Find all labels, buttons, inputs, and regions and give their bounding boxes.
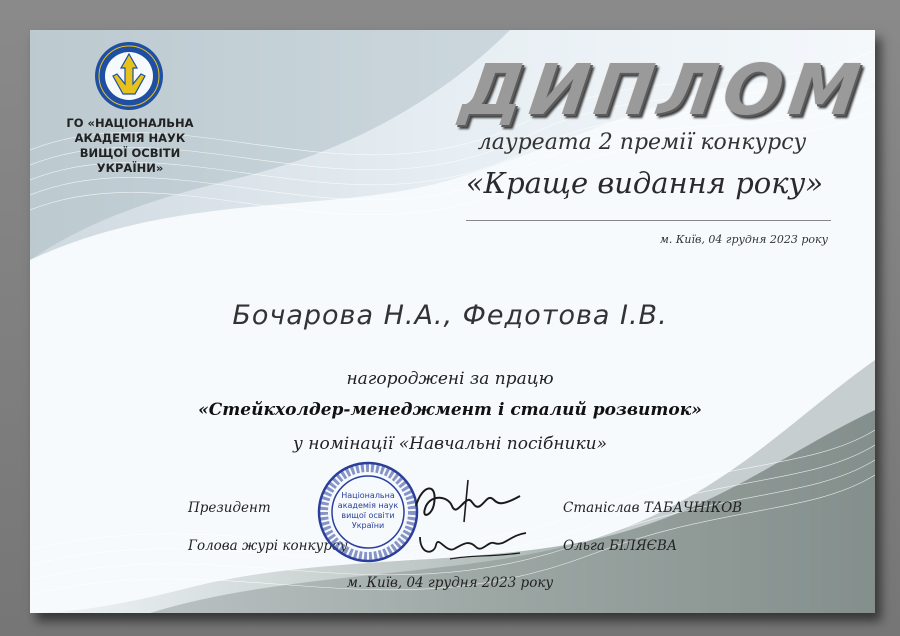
academy-emblem bbox=[93, 40, 165, 112]
official-stamp bbox=[316, 460, 420, 564]
svg-text:Національна: Національна bbox=[341, 491, 395, 500]
date-top: м. Київ, 04 грудня 2023 року bbox=[659, 233, 828, 246]
organization-name: ГО «НАЦІОНАЛЬНА АКАДЕМІЯ НАУК ВИЩОЇ ОСВІТИ УКРАЇНИ» bbox=[66, 116, 194, 175]
jury-signature bbox=[410, 525, 530, 565]
svg-text:вищої освіти: вищої освіти bbox=[341, 511, 395, 520]
laureate-line: лауреата 2 премії конкурсу bbox=[477, 130, 807, 155]
date-bottom: м. Київ, 04 грудня 2023 року bbox=[346, 575, 554, 591]
awarded-text: нагороджені за працю bbox=[346, 369, 554, 389]
svg-text:України: України bbox=[351, 521, 385, 530]
contest-name: «Краще видання року» bbox=[465, 166, 824, 200]
recipients: Бочарова Н.А., Федотова І.В. bbox=[232, 300, 668, 331]
diploma-title: ДИПЛОМ bbox=[456, 49, 871, 131]
diploma-sheet bbox=[30, 30, 875, 613]
president-name: Станіслав ТАБАЧНІКОВ bbox=[563, 500, 743, 516]
president-role: Президент bbox=[188, 500, 271, 516]
jury-chair-name: Ольга БІЛЯЄВА bbox=[563, 538, 678, 554]
president-signature bbox=[408, 476, 528, 526]
work-title: «Стейкхолдер-менеджмент і сталий розвиток» bbox=[198, 400, 702, 420]
nomination: у номінації «Навчальні посібники» bbox=[293, 434, 607, 454]
jury-chair-role: Голова журі конкурсу bbox=[188, 538, 348, 554]
svg-text:академія наук: академія наук bbox=[337, 501, 399, 510]
divider bbox=[466, 220, 831, 221]
